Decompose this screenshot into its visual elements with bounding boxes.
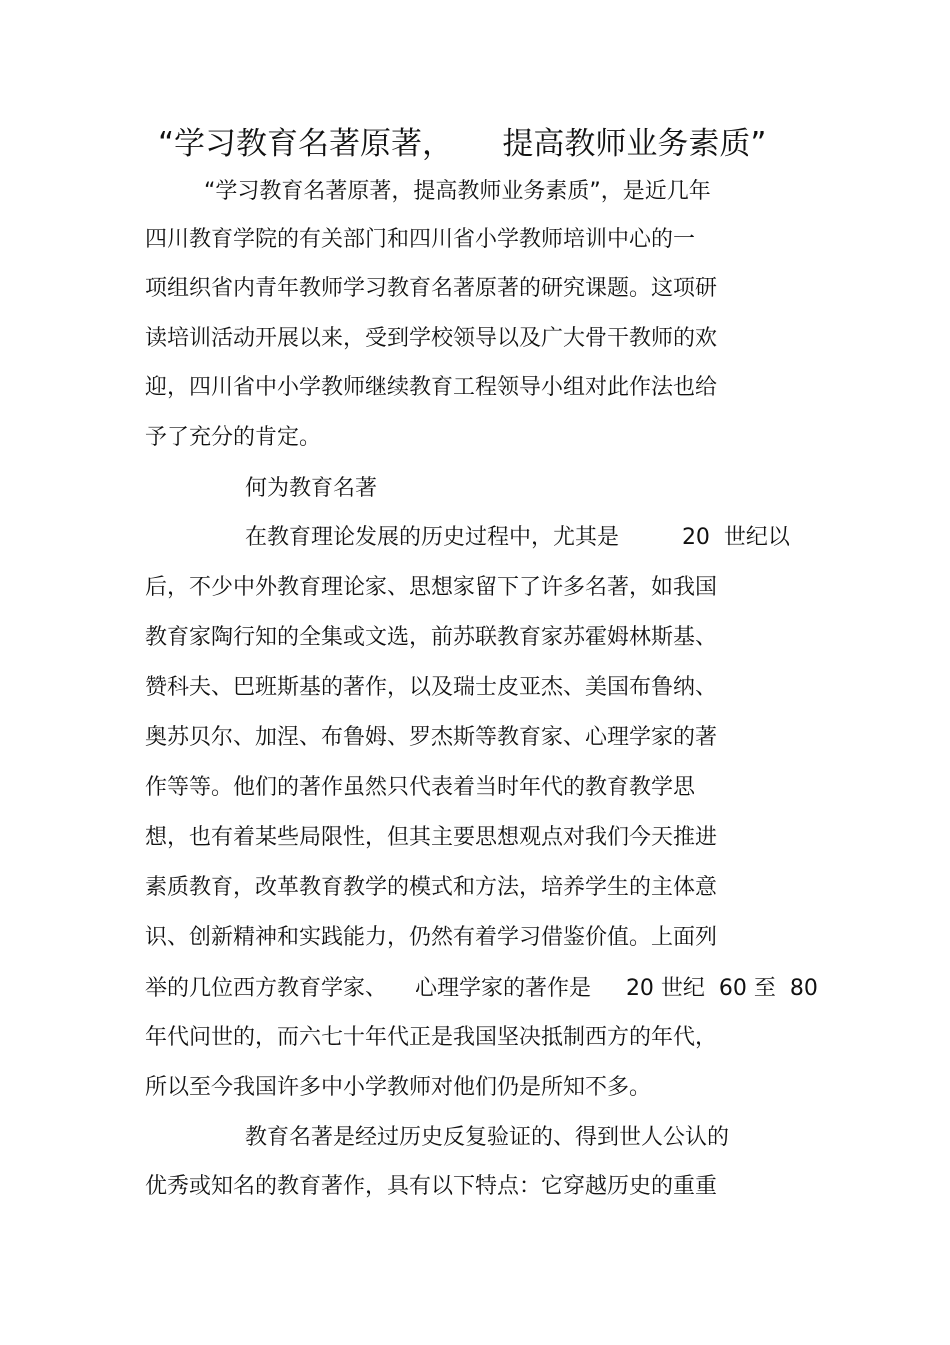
paragraph-line: 予了充分的肯定。 <box>145 425 322 450</box>
section-heading: 何为教育名著 <box>245 476 378 501</box>
paragraph-line: 后，不少中外教育理论家、思想家留下了许多名著，如我国 <box>145 575 718 600</box>
paragraph-line: 素质教育，改革教育教学的模式和方法，培养学生的主体意 <box>145 875 718 900</box>
paragraph-line: 读培训活动开展以来，受到学校领导以及广大骨干教师的欢 <box>145 326 718 351</box>
paragraph-line: 教育家陶行知的全集或文选，前苏联教育家苏霍姆林斯基、 <box>145 625 718 650</box>
paragraph-line: 想，也有着某些局限性，但其主要思想观点对我们今天推进 <box>145 825 718 850</box>
paragraph-line: 教育名著是经过历史反复验证的、得到世人公认的 <box>245 1125 730 1150</box>
document-title: “学习教育名著原著， 提高教师业务素质” <box>158 126 767 162</box>
paragraph-line: “学习教育名著原著，提高教师业务素质”，是近几年 <box>204 179 711 204</box>
paragraph-line: 年代问世的，而六七十年代正是我国坚决抵制西方的年代， <box>145 1025 718 1050</box>
paragraph-line: 奥苏贝尔、加涅、布鲁姆、罗杰斯等教育家、心理学家的著 <box>145 725 718 750</box>
paragraph-line: 四川教育学院的有关部门和四川省小学教师培训中心的一 <box>145 227 696 252</box>
paragraph-line: 项组织省内青年教师学习教育名著原著的研究课题。这项研 <box>145 276 718 301</box>
paragraph-line: 所以至今我国许多中小学教师对他们仍是所知不多。 <box>145 1075 652 1100</box>
paragraph-line: 在教育理论发展的历史过程中，尤其是 20 世纪以 <box>245 525 790 550</box>
paragraph-line: 优秀或知名的教育著作，具有以下特点：它穿越历史的重重 <box>145 1174 718 1199</box>
paragraph-line: 赞科夫、巴班斯基的著作，以及瑞士皮亚杰、美国布鲁纳、 <box>145 675 718 700</box>
paragraph-line: 举的几位西方教育学家、 心理学家的著作是 20 世纪 60 至 80 <box>145 976 818 1001</box>
paragraph-line: 作等等。他们的著作虽然只代表着当时年代的教育教学思 <box>145 775 696 800</box>
paragraph-line: 识、创新精神和实践能力，仍然有着学习借鉴价值。上面列 <box>145 925 718 950</box>
paragraph-line: 迎，四川省中小学教师继续教育工程领导小组对此作法也给 <box>145 375 718 400</box>
